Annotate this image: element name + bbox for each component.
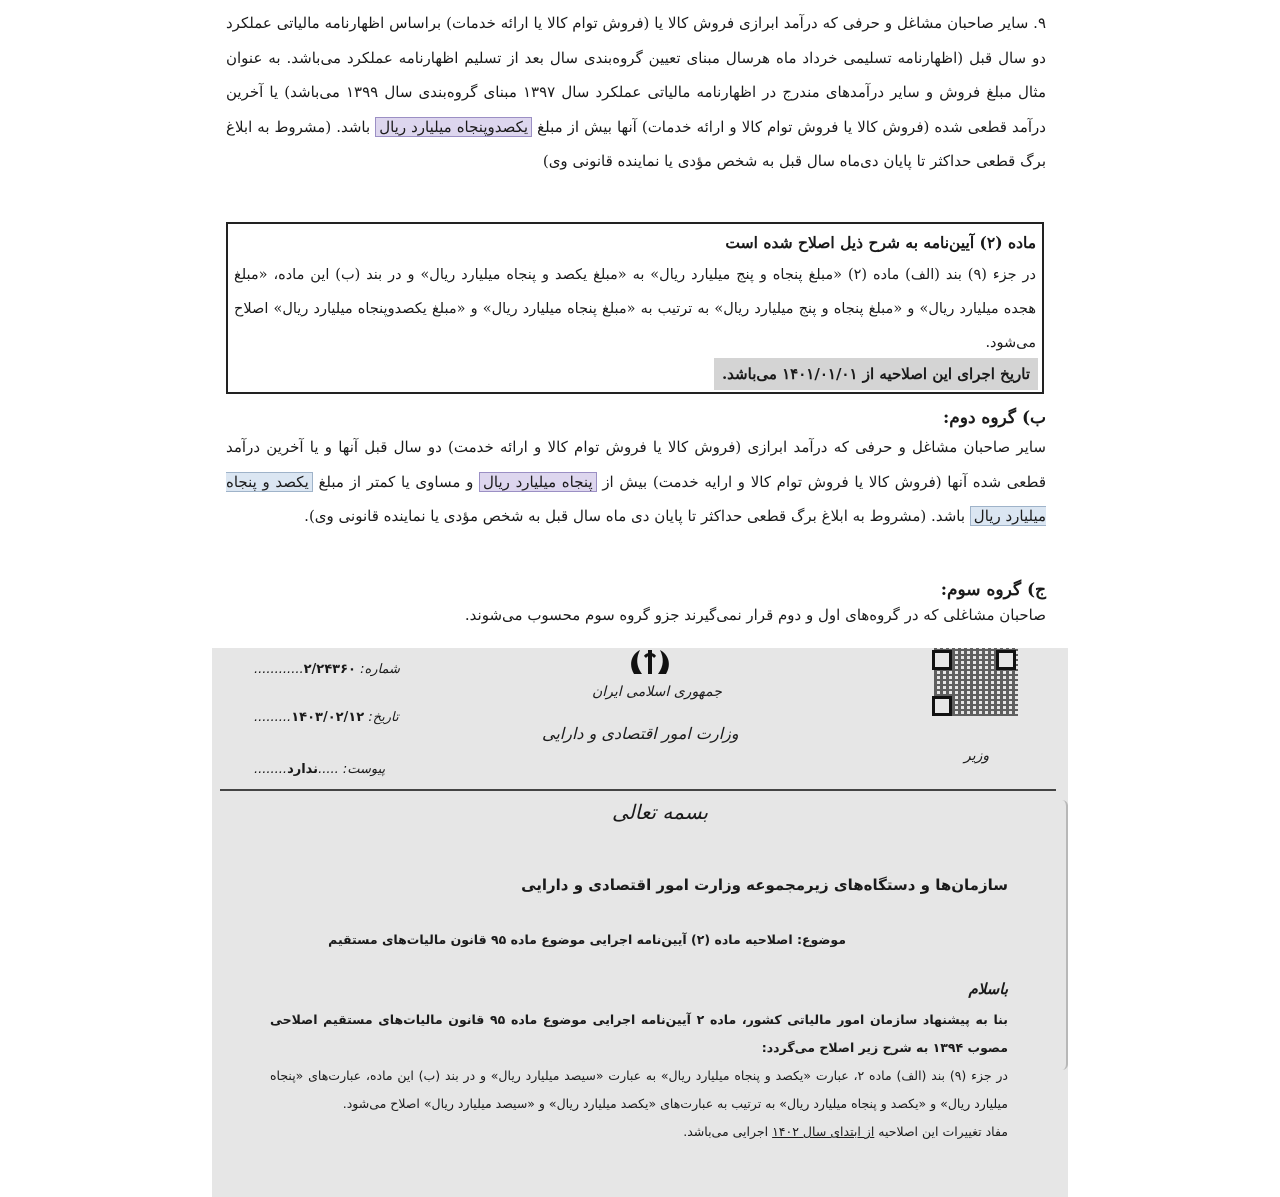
- bismillah: بسمه تعالی: [612, 800, 709, 824]
- effective-date: تاریخ اجرای این اصلاحیه از ۱۴۰۱/۰۱/۰۱ می‌باشد.: [714, 358, 1038, 390]
- highlight-150b: یکصدوپنجاه میلیارد ریال: [375, 117, 532, 137]
- group-2-section: [226, 408, 1046, 534]
- qr-corner-icon: [932, 650, 952, 670]
- letter-attachment: پیوست: .....ندارد........: [254, 762, 386, 777]
- group-2-text: سایر صاحبان مشاغل و حرفی که درآمد ابرازی (فروش کالا یا فروش توام کالا و ارائه خدمت) دو سال قبل آنها و یا آخرین درآمد قطعی شده آنها (فروش کالا یا فروش توام کالا و ارایه خدمت) بیش از: [226, 438, 1046, 491]
- qr-corner-icon: [932, 696, 952, 716]
- amendment-title: ماده (۲) آیین‌نامه به شرح ذیل اصلاح شده است: [725, 233, 1036, 252]
- group-3-section: [226, 580, 1046, 630]
- letter-paragraph-1: بنا به پیشنهاد سازمان امور مالیاتی کشور، ماده ۲ آیین‌نامه اجرایی موضوع ماده ۹۵ قانون مالیات‌های مستقیم اصلاحی مصوب ۱۳۹۴ به شرح زیر اصلاح می‌گردد:: [270, 1012, 1008, 1055]
- signatory-title: وزیر: [964, 748, 990, 764]
- ministry-letter-scan: [212, 648, 1068, 1197]
- amendment-box: [226, 222, 1044, 394]
- letter-paragraph-2: در جزء (۹) بند (الف) ماده ۲، عبارت «یکصد و پنجاه میلیارد ریال» به عبارت «سیصد میلیارد ریال» و در بند (ب) این ماده، عبارت‌های «پنجاه میلیارد ریال» و «یکصد و پنجاه میلیارد ریال» به ترتیب به عبارت‌های «یکصد میلیارد ریال» و «سیصد میلیارد ریال» اصلاح می‌شود.: [270, 1068, 1008, 1111]
- letter-subject: موضوع: اصلاحیه ماده (۲) آیین‌نامه اجرایی موضوع ماده ۹۵ قانون مالیات‌های مستقیم: [328, 932, 846, 947]
- highlight-50b: پنجاه میلیارد ریال: [479, 472, 597, 492]
- group-2-text-2: و مساوی یا کمتر از مبلغ: [318, 472, 474, 491]
- letter-body: [270, 1006, 1008, 1146]
- highlight-150b-2: یکصد و پنجاه میلیارد ریال: [226, 472, 1046, 525]
- group-2-heading: ب) گروه دوم:: [942, 408, 1046, 428]
- letter-greeting: باسلام: [968, 980, 1008, 998]
- clause-9-text-end: باشد. (مشروط به ابلاغ برگ قطعی حداکثر تا پایان دی‌ماه سال قبل به شخص مؤدی یا نماینده قانونی وی): [226, 117, 1046, 170]
- qr-corner-icon: [996, 650, 1016, 670]
- amendment-body: در جزء (۹) بند (الف) ماده (۲) «مبلغ پنجاه و پنج میلیارد ریال» به «مبلغ یکصد و پنجاه میلیارد ریال» و در بند (ب) این ماده، «مبلغ هجده میلیارد ریال» و «مبلغ پنجاه و پنج میلیارد ریال» به ترتیب به «مبلغ پنجاه میلیارد ریال» و «مبلغ یکصدوپنجاه میلیارد ریال» اصلاح می‌شود.: [234, 267, 1036, 351]
- republic-title: جمهوری اسلامی ایران: [592, 684, 722, 700]
- ministry-title: وزارت امور اقتصادی و دارایی: [542, 724, 739, 743]
- scroll-indicator: [1058, 800, 1068, 1070]
- letter-paragraph-3: مفاد تغییرات این اصلاحیه از ابتدای سال ۱۴۰۲ اجرایی می‌باشد.: [683, 1124, 1008, 1139]
- clause-9-text: ۹. سایر صاحبان مشاغل و حرفی که درآمد ابرازی فروش کالا یا (فروش توام کالا یا ارائه خدمات) براساس اظهارنامه مالیاتی عملکرد دو سال قبل (اظهارنامه تسلیمی خرداد ماه هرسال مبنای تعیین گروه‌بندی سال بعد از تسلیم اظهارنامه عملکرد می‌باشد. به عنوان مثال مبلغ فروش و سایر درآمدهای مندرج در اظهارنامه مالیاتی عملکرد سال ۱۳۹۷ مبنای گروه‌بندی سال ۱۳۹۹ می‌باشد) یا آخرین درآمد قطعی شده (فروش کالا یا فروش توام کالا و ارائه خدمات) آنها بیش از مبلغ: [226, 14, 1046, 136]
- header-divider: [220, 789, 1056, 791]
- group-2-text-3: باشد. (مشروط به ابلاغ برگ قطعی حداکثر تا پایان دی ماه سال قبل به شخص مؤدی یا نماینده قانونی وی).: [304, 507, 966, 525]
- group-3-text: صاحبان مشاغلی که در گروه‌های اول و دوم قرار نمی‌گیرند جزو گروه سوم محسوب می‌شوند.: [464, 606, 1046, 624]
- letter-recipient: سازمان‌ها و دستگاه‌های زیرمجموعه وزارت امور اقتصادی و دارایی: [521, 876, 1008, 894]
- group-3-heading: ج) گروه سوم:: [940, 580, 1046, 600]
- letter-number: شماره: ۲/۲۴۳۶۰............: [254, 662, 400, 677]
- letter-date: تاریخ: ۱۴۰۳/۰۲/۱۲.........: [254, 710, 399, 725]
- iran-emblem-icon: [626, 648, 674, 676]
